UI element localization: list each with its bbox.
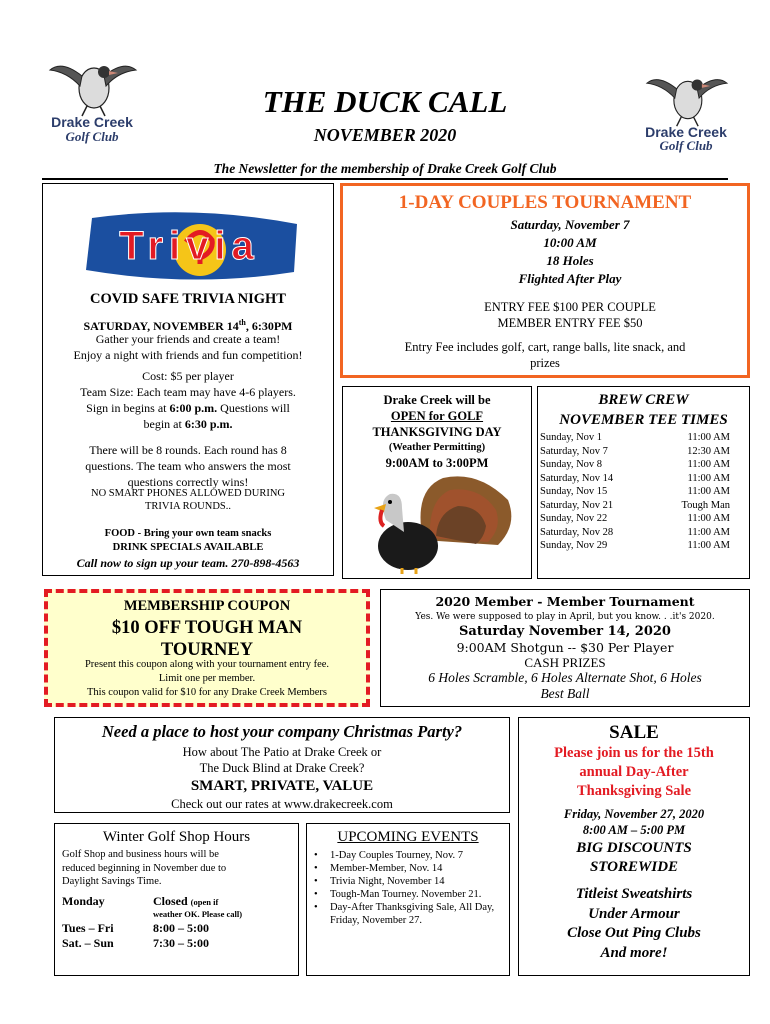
couples-detail-line: 10:00 AM — [543, 235, 597, 250]
couples-fee-line: ENTRY FEE $100 PER COUPLE — [484, 300, 656, 314]
shop-sat-label: Sat. – Sun — [62, 936, 114, 950]
shop-monday-closed: Closed — [153, 894, 188, 908]
tee-day: Sunday, Nov 22 — [540, 513, 608, 524]
christmas-line: How about The Patio at Drake Creek or — [182, 745, 382, 759]
tee-day: Sunday, Nov 1 — [540, 432, 603, 443]
table-row — [540, 445, 730, 459]
sale-discount-line: BIG DISCOUNTS — [576, 840, 692, 856]
trivia-date-text: SATURDAY, NOVEMBER 14 — [83, 319, 239, 333]
table-row — [540, 472, 730, 486]
turkey-icon — [368, 470, 518, 574]
header-rule — [42, 178, 728, 180]
couples-detail-line: 18 Holes — [546, 253, 594, 268]
logo-subname: Golf Club — [65, 129, 119, 144]
table-row — [540, 499, 730, 513]
member-tourney-format — [380, 670, 750, 702]
tee-day: Saturday, Nov 14 — [540, 472, 614, 484]
trivia-no-phones-line: TRIVIA ROUNDS.. — [144, 501, 232, 512]
couples-details — [440, 216, 700, 288]
trivia-intro — [44, 331, 332, 363]
member-tourney-time: 9:00AM Shotgun -- $30 Per Player — [456, 640, 674, 655]
sale-invite-line: Please join us for the 15th — [554, 745, 714, 761]
brew-crew-title — [537, 390, 750, 430]
trivia-food — [44, 527, 332, 555]
member-tourney-date: Saturday November 14, 2020 — [459, 624, 671, 639]
trivia-cost: Cost: $5 per player — [142, 369, 234, 383]
coupon-offer — [48, 617, 366, 661]
coupon-terms — [48, 658, 366, 700]
sale-date — [518, 806, 750, 838]
trivia-signin — [44, 400, 332, 416]
tee-time: 11:00 AM — [687, 459, 730, 470]
shop-monday-label: Monday — [62, 894, 105, 908]
trivia-begin-time: 6:30 p.m. — [184, 417, 233, 431]
logo-name: Drake Creek — [645, 124, 727, 140]
couples-includes — [350, 339, 740, 371]
trivia-date-time: , 6:30PM — [245, 319, 293, 333]
thanksgiving-line: THANKSGIVING DAY — [372, 425, 502, 439]
tee-time: 11:00 AM — [687, 526, 730, 538]
tee-time: 11:00 AM — [687, 432, 730, 443]
duck-icon — [636, 72, 736, 128]
thanksgiving-hours: 9:00AM to 3:00PM — [385, 456, 489, 470]
upcoming-list — [308, 849, 506, 927]
table-row — [540, 539, 730, 553]
coupon-title: MEMBERSHIP COUPON — [123, 598, 291, 614]
duck-icon — [42, 58, 142, 118]
club-logo-right — [636, 72, 736, 162]
sale-invite-line: annual Day-After — [579, 764, 689, 780]
thanksgiving-line: OPEN for GOLF — [390, 409, 484, 423]
tee-day: Saturday, Nov 21 — [540, 499, 614, 511]
newsletter-date: NOVEMBER 2020 — [313, 125, 457, 145]
tee-day: Saturday, Nov 28 — [540, 526, 614, 538]
logo-name: Drake Creek — [51, 114, 133, 130]
sale-discounts — [518, 839, 750, 877]
sale-item: Close Out Ping Clubs — [567, 925, 701, 941]
tee-time: 12:30 AM — [687, 445, 730, 457]
member-tourney-format-line: 6 Holes Scramble, 6 Holes Alternate Shot, 6 Holes — [428, 670, 702, 685]
member-tourney-format-line: Best Ball — [540, 686, 590, 701]
tee-time: 11:00 AM — [687, 513, 730, 524]
brew-crew-title-line: NOVEMBER TEE TIMES — [559, 412, 728, 428]
list-item: • Day-After Thanksgiving Sale, All Day, Friday, November 27. — [308, 901, 506, 927]
thanksgiving-text — [344, 392, 530, 440]
thanksgiving-weather: (Weather Permitting) — [388, 442, 486, 453]
christmas-slogan: SMART, PRIVATE, VALUE — [190, 778, 374, 794]
tee-times-table — [540, 431, 730, 553]
shop-monday-value — [153, 894, 218, 910]
shop-hours-intro-line: reduced beginning in November due to — [62, 862, 227, 874]
table-row — [540, 458, 730, 472]
trivia-begin — [44, 416, 332, 432]
sale-item: And more! — [600, 944, 668, 961]
sale-item: Titleist Sweatshirts — [575, 886, 693, 902]
trivia-intro-line: Enjoy a night with friends and fun competition! — [73, 348, 303, 362]
trivia-team-size: Team Size: Each team may have 4-6 players. — [80, 385, 296, 399]
trivia-no-phones-line: NO SMART PHONES ALLOWED DURING — [90, 488, 285, 499]
coupon-terms-line: This coupon valid for $10 for any Drake Creek Members — [87, 687, 327, 698]
couples-title: 1-DAY COUPLES TOURNAMENT — [398, 192, 692, 213]
list-item: • 1-Day Couples Tourney, Nov. 7 — [308, 849, 506, 862]
table-row — [540, 485, 730, 499]
club-logo-left — [42, 58, 142, 148]
brew-crew-title-line: BREW CREW — [598, 392, 689, 408]
shop-tue-value: 8:00 – 5:00 — [153, 921, 209, 935]
coupon-terms-line: Present this coupon along with your tournament entry fee. — [84, 659, 330, 670]
trivia-signin-mid: Questions will — [217, 401, 290, 415]
shop-tue-label: Tues – Fri — [62, 921, 114, 935]
trivia-begin-pre: begin at — [143, 417, 185, 431]
shop-hours-intro — [62, 848, 294, 889]
trivia-drink-line: DRINK SPECIALS AVAILABLE — [112, 542, 264, 553]
coupon-offer-line: $10 OFF TOUGH MAN — [111, 618, 303, 638]
couples-detail-line: Flighted After Play — [518, 271, 622, 286]
list-item: • Member-Member, Nov. 14 — [308, 862, 506, 875]
christmas-rates: Check out our rates at www.drakecreek.com — [171, 797, 393, 811]
table-row — [540, 526, 730, 540]
sale-item: Under Armour — [588, 905, 680, 922]
shop-monday-note2: weather OK. Please call) — [153, 909, 243, 919]
trivia-rounds-line: questions correctly wins! — [127, 475, 249, 489]
shop-sat-value: 7:30 – 5:00 — [153, 936, 209, 950]
table-row — [540, 512, 730, 526]
tee-time: 11:00 AM — [687, 486, 730, 497]
trivia-signin-time: 6:00 p.m. — [169, 401, 218, 415]
shop-monday-note: (open if — [190, 897, 219, 907]
tee-time: 11:00 AM — [687, 472, 730, 484]
couples-includes-line: Entry Fee includes golf, cart, range balls, lite snack, and — [404, 340, 686, 354]
christmas-line: The Duck Blind at Drake Creek? — [199, 761, 365, 775]
trivia-signin-pre: Sign in begins at — [86, 401, 170, 415]
tee-day: Sunday, Nov 15 — [540, 486, 608, 497]
trivia-rounds — [44, 442, 332, 490]
table-row — [540, 431, 730, 445]
shop-hours-title: Winter Golf Shop Hours — [102, 829, 251, 845]
trivia-details — [44, 368, 332, 432]
sale-items — [518, 885, 750, 963]
member-tourney-note: Yes. We were supposed to play in April, but you know. . .it's 2020. — [415, 612, 715, 622]
trivia-rounds-line: questions. The team who answers the most — [85, 459, 291, 473]
couples-fee-line: MEMBER ENTRY FEE $50 — [497, 316, 643, 330]
couples-includes-line: prizes — [530, 356, 560, 370]
trivia-heading: COVID SAFE TRIVIA NIGHT — [90, 291, 286, 307]
couples-detail-line: Saturday, November 7 — [510, 217, 630, 232]
thanksgiving-line: Drake Creek will be — [383, 393, 491, 407]
member-tourney-prizes: CASH PRIZES — [524, 655, 606, 670]
tee-day: Saturday, Nov 7 — [540, 445, 608, 457]
sale-discount-line: STOREWIDE — [589, 859, 679, 875]
upcoming-title: UPCOMING EVENTS — [337, 829, 479, 845]
christmas-title: Need a place to host your company Christmas Party? — [101, 722, 463, 741]
logo-subname: Golf Club — [659, 138, 713, 153]
list-item: • Tough-Man Tourney. November 21. — [308, 888, 506, 901]
trivia-logo — [62, 210, 317, 288]
coupon-terms-line: Limit one per member. — [158, 673, 256, 684]
sale-title: SALE — [609, 722, 659, 743]
newsletter-subtitle: The Newsletter for the membership of Drake Creek Golf Club — [213, 161, 557, 176]
couples-fees — [420, 299, 720, 331]
coupon-offer-line: TOURNEY — [160, 640, 254, 660]
newsletter-title: THE DUCK CALL — [262, 84, 508, 119]
trivia-call: Call now to sign up your team. 270-898-4563 — [76, 556, 300, 570]
tee-time: Tough Man — [681, 499, 730, 511]
trivia-food-line: FOOD - Bring your own team snacks — [104, 528, 272, 539]
trivia-intro-line: Gather your friends and create a team! — [95, 332, 281, 346]
trivia-logo-text: Trivia — [119, 224, 260, 268]
shop-hours-intro-line: Daylight Savings Time. — [62, 876, 162, 887]
tee-day: Sunday, Nov 8 — [540, 459, 603, 470]
trivia-rounds-line: There will be 8 rounds. Each round has 8 — [89, 443, 287, 457]
tee-day: Sunday, Nov 29 — [540, 540, 608, 551]
list-item: • Trivia Night, November 14 — [308, 875, 506, 888]
trivia-date-sup: th — [238, 318, 246, 327]
sale-date-line: Friday, November 27, 2020 — [563, 807, 705, 821]
member-tourney-title: 2020 Member - Member Tournament — [435, 594, 695, 609]
sale-invite-line: Thanksgiving Sale — [576, 783, 692, 799]
sale-time-line: 8:00 AM – 5:00 PM — [582, 823, 686, 837]
shop-hours-intro-line: Golf Shop and business hours will be — [62, 849, 219, 860]
trivia-no-phones — [44, 487, 332, 513]
tee-time: 11:00 AM — [687, 540, 730, 551]
sale-invite — [518, 744, 750, 801]
christmas-lines — [54, 744, 510, 776]
